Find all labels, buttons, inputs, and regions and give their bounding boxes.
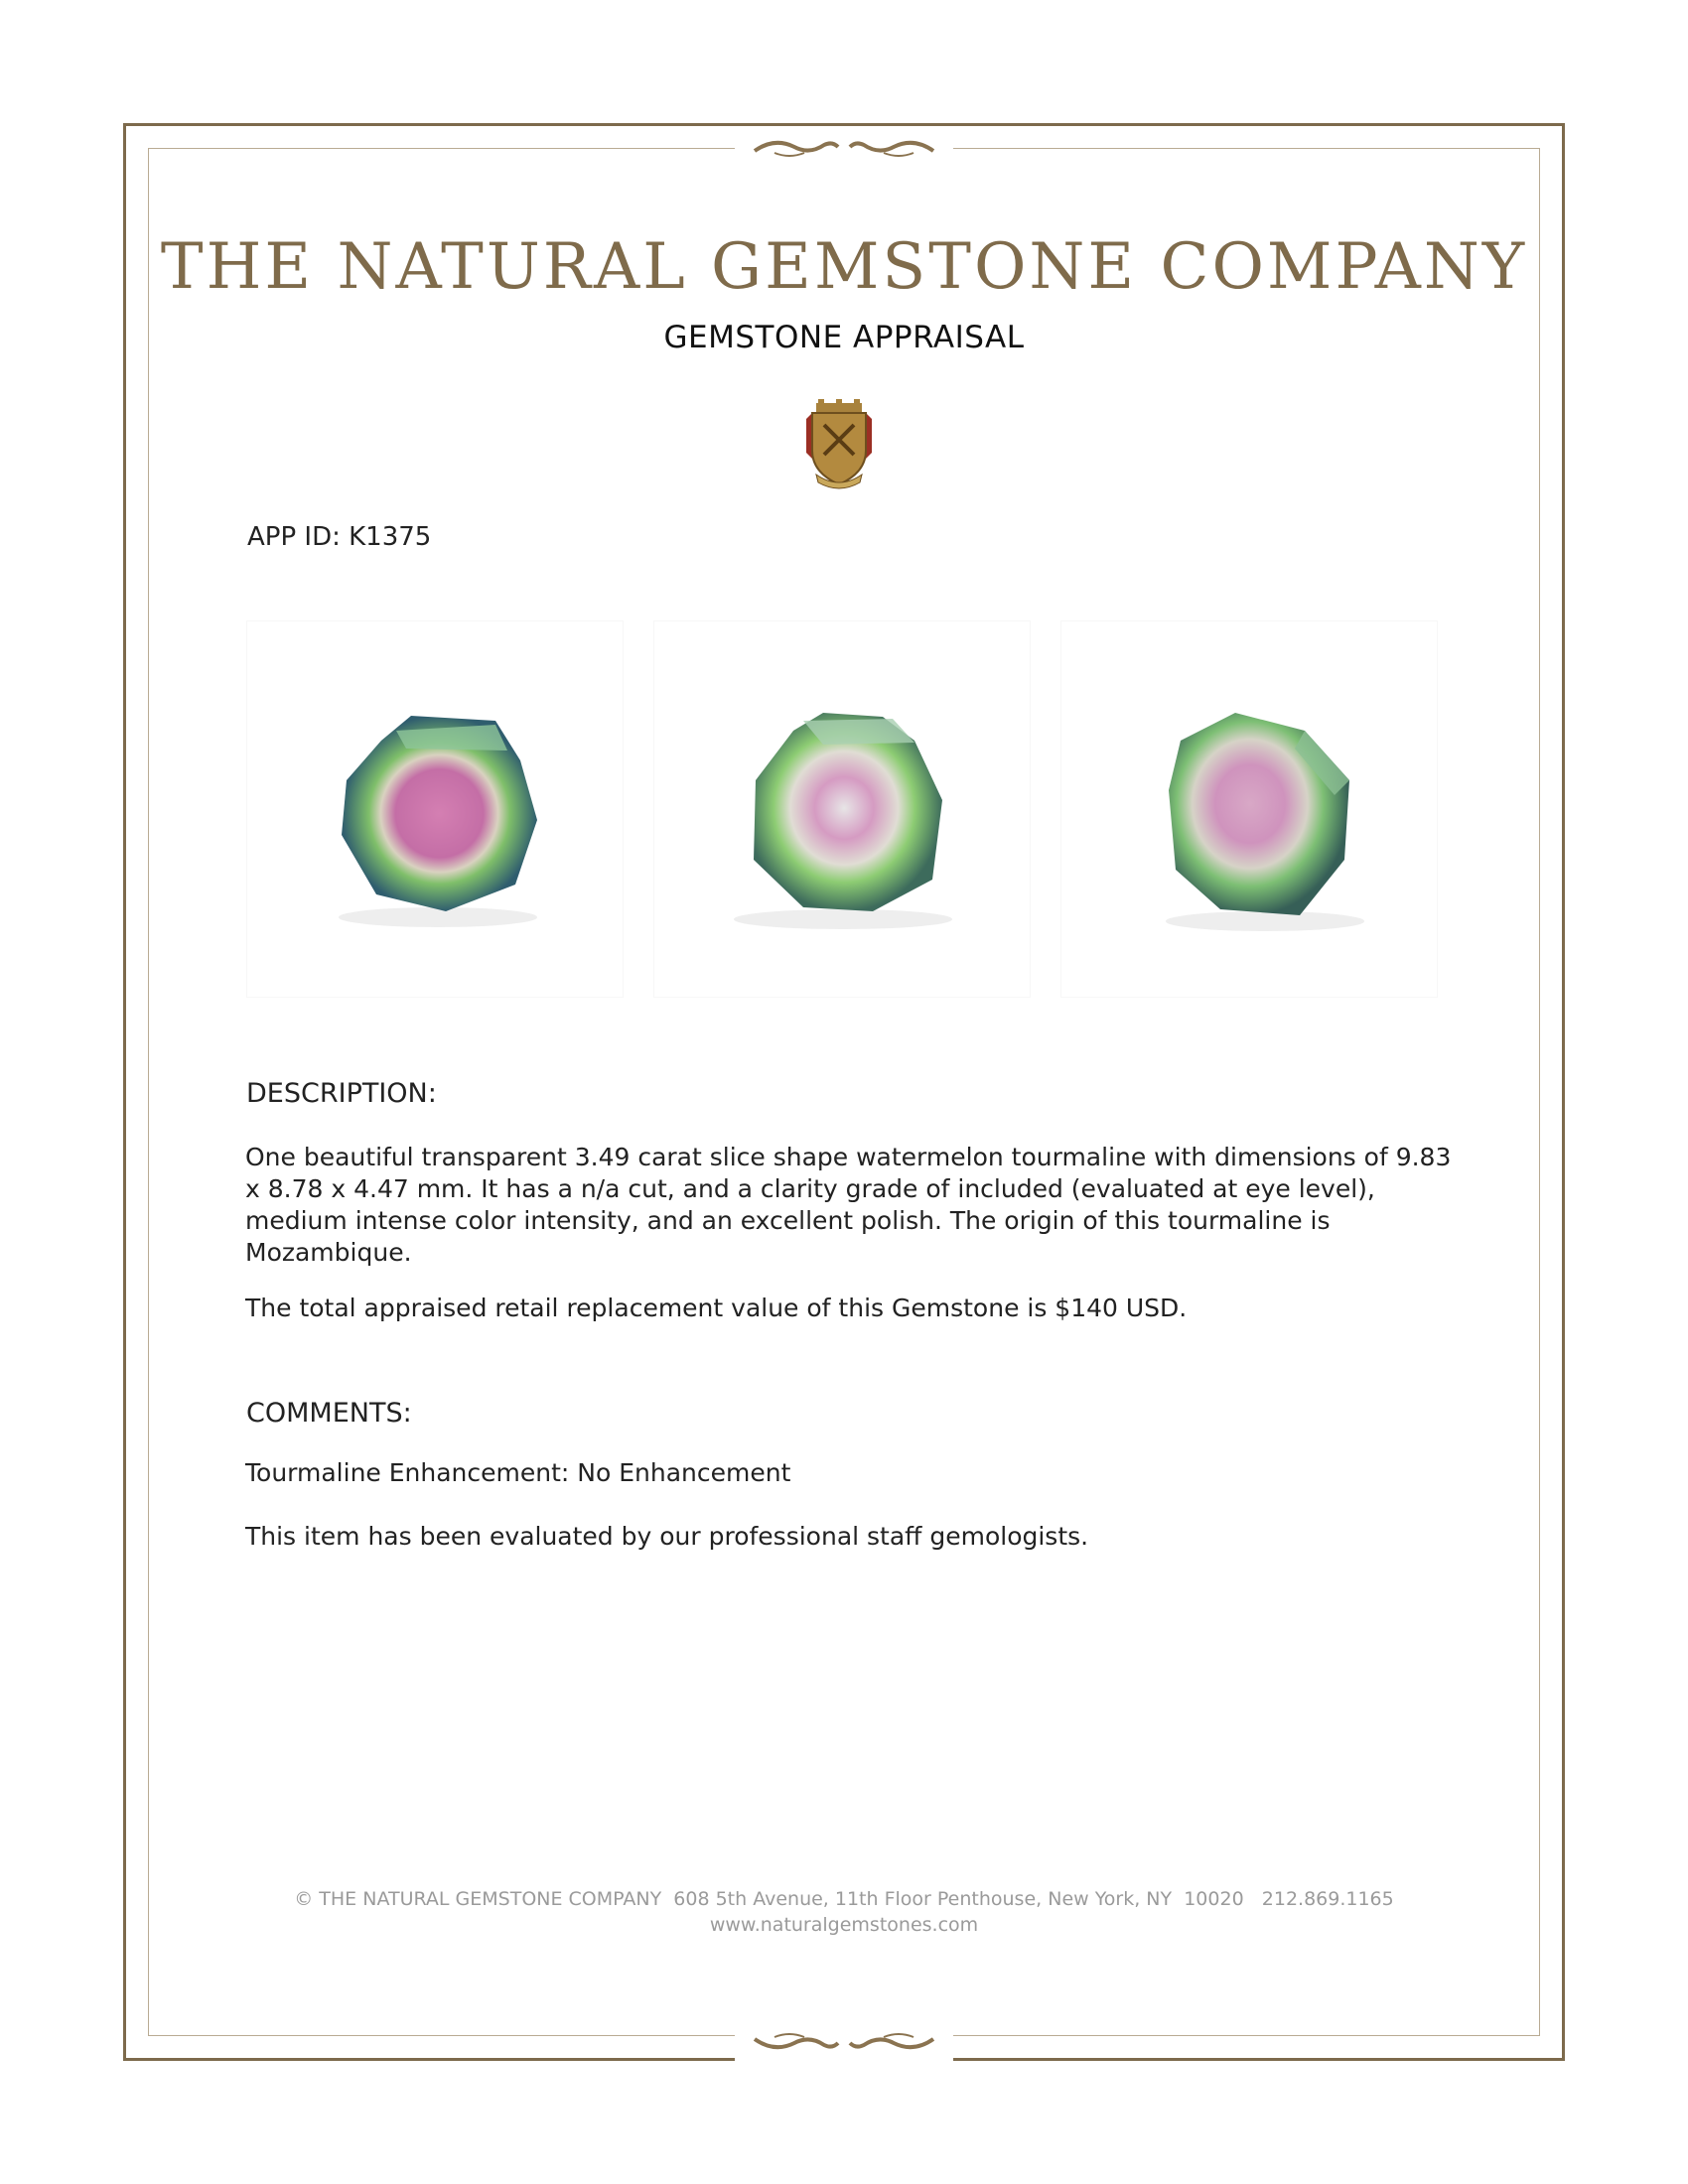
company-name: THE NATURAL GEMSTONE COMPANY — [160, 230, 1528, 304]
description-text: One beautiful transparent 3.49 carat slice shape watermelon tourmaline with dimensions of 9.83 x 8.78 x 4.47 mm. It has a n/a cut, and a clarity grade of included (evaluated at eye level), medium intense color intensity, and an excellent polish. The origin of this tourmaline is Mozambique. — [245, 1143, 1452, 1267]
description-heading: DESCRIPTION: — [246, 1078, 437, 1109]
gemstone-photo-angle — [654, 621, 1030, 997]
comments-heading: COMMENTS: — [246, 1398, 412, 1429]
top-ornament-icon — [735, 129, 953, 169]
gemstone-photo-side — [1061, 621, 1437, 997]
gemstone-photo-front — [247, 621, 623, 997]
footer-address: © THE NATURAL GEMSTONE COMPANY 608 5th Avenue, 11th Floor Penthouse, New York, NY 10020 212.869.1165 — [294, 1888, 1394, 1910]
appraised-value: The total appraised retail replacement value of this Gemstone is $140 USD. — [245, 1294, 1188, 1322]
evaluation-note: This item has been evaluated by our professional staff gemologists. — [245, 1522, 1089, 1551]
app-id — [247, 522, 431, 552]
footer-website[interactable]: www.naturalgemstones.com — [709, 1914, 979, 1936]
crest-logo-icon — [802, 399, 876, 494]
enhancement-comment: Tourmaline Enhancement: No Enhancement — [245, 1458, 791, 1487]
document-title: GEMSTONE APPRAISAL — [663, 320, 1025, 355]
app-id-value: K1375 — [349, 522, 432, 552]
bottom-ornament-icon — [735, 2021, 953, 2061]
app-id-label: APP ID: — [247, 522, 341, 552]
